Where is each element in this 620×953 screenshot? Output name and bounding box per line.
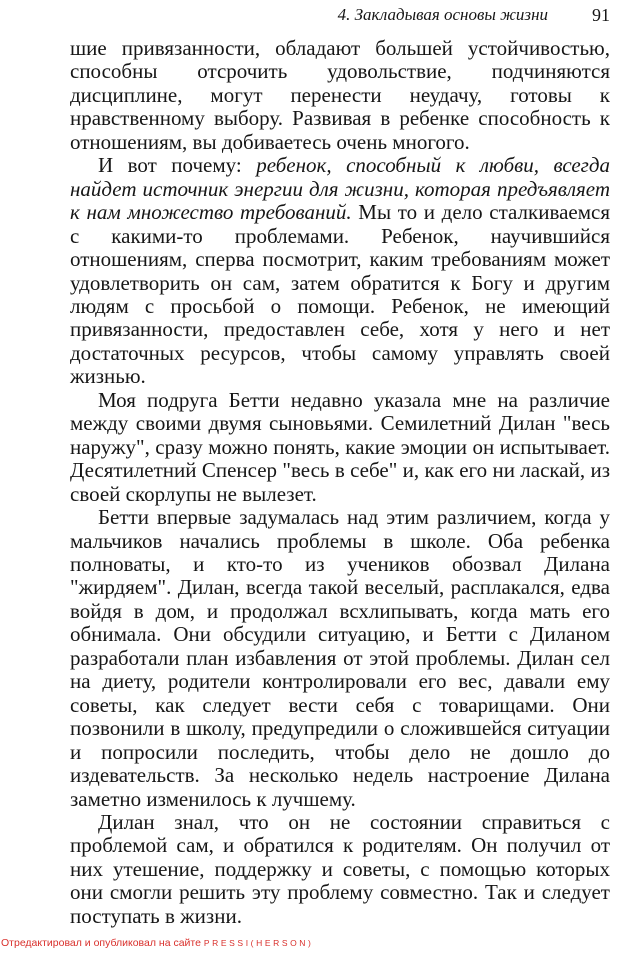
paragraph-2-rest: Мы то и дело сталкиваемся с какими-то проблемами. Ребенок, научившийся отношениям, сперва посмотрит, каким требованиям может удовлетворить он сам, затем обратится к Богу и другим людям с просьбой о помощи. Ребенок, не имеющий привязанности, предоставлен себе, хотя у него и нет достаточных ресурсов, чтобы самому управлять своей жизнью. [70,200,610,389]
paragraph-2 [70,154,610,389]
body-text [70,37,610,928]
paragraph-3: Моя подруга Бетти недавно указала мне на различие между своими двумя сыновьями. Семилетний Дилан "весь наружу", сразу можно понять, какие эмоции он испытывает. Десятилетний Спенсер "весь в себе" и, как его ни ласкай, из своей скорлупы не вылезет. [70,387,610,506]
publisher-credit [1,936,313,950]
page-number: 91 [592,5,610,25]
credit-site-name: PRESSI(HERSON) [203,938,314,948]
paragraph-2-emphasis: ребенок, способный к любви, всегда найдет источник энергии для жизни, которая предъявляет к нам множество требований. [70,153,610,225]
paragraph-1: шие привязанности, обладают большей устойчивостью, способны отсрочить удовольствие, подчиняются дисциплине, могут перенести неудачу, готовы к нравственному выбору. Развивая в ребенке способность к отношениям, вы добиваетесь очень многого. [70,36,610,154]
paragraph-5: Дилан знал, что он не состоянии справиться с проблемой сам, и обратился к родителям. Он получил от них утешение, поддержку и советы, с помощью которых они смогли решить эту проблему совместно. Так и следует поступать в жизни. [70,809,610,928]
chapter-title: 4. Закладывая основы жизни [337,5,548,24]
credit-text: Отредактировал и опубликовал на сайте [1,937,204,949]
paragraph-2-lead: И вот почему: [98,153,257,178]
paragraph-4: Бетти впервые задумалась над этим различием, когда у мальчиков начались проблемы в школе. Оба ребенка полноваты, и кто-то из учеников обозвал Дилана "жирдяем". Дилан, всегда такой веселый, расплакался, едва войдя в дом, и продолжал всхлипывать, когда мать его обнимала. Они обсудили ситуацию, и Бетти с Диланом разработали план избавления от этой проблемы. Дилан сел на диету, родители контролировали его вес, давали ему советы, как следует вести себя с товарищами. Они позвонили в школу, предупредили о сложившейся ситуации и попросили последить, чтобы дело не дошло до издевательств. За несколько недель настроение Дилана заметно изменилось к лучшему. [70,505,610,811]
running-head [70,4,610,26]
